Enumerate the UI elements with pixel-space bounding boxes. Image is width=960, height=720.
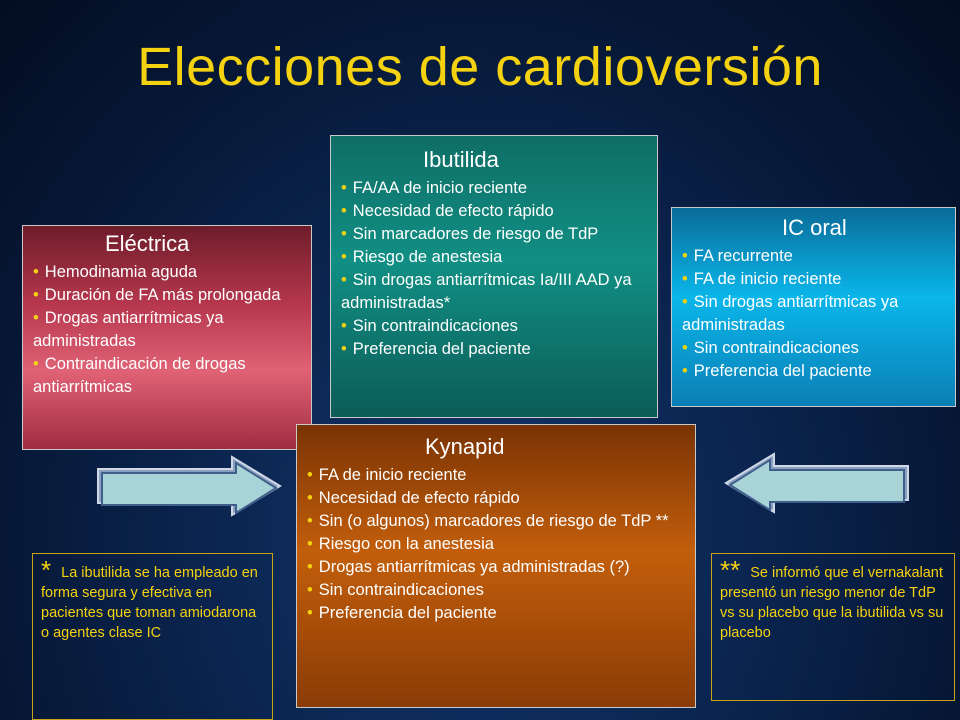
bullet-icon: • bbox=[341, 248, 347, 266]
ibutilida-list bbox=[341, 177, 647, 361]
list-item: • Sin marcadores de riesgo de TdP bbox=[341, 225, 599, 243]
list-item: • Drogas antiarrítmicas ya administradas bbox=[33, 309, 224, 350]
bullet-icon: • bbox=[33, 286, 39, 304]
right-arrow-icon bbox=[94, 455, 284, 517]
footnote-text: Se informó que el vernakalant presentó un riesgo menor de TdP vs su placebo que la ibutilida vs su placebo bbox=[720, 565, 944, 641]
bullet-icon: • bbox=[682, 293, 688, 311]
list-item: • Preferencia del paciente bbox=[682, 362, 872, 380]
bullet-icon: • bbox=[682, 339, 688, 357]
footnote-ibutilida bbox=[32, 553, 273, 720]
list-item: • FA de inicio reciente bbox=[682, 270, 842, 288]
list-item: • Necesidad de efecto rápido bbox=[307, 489, 520, 507]
bullet-icon: • bbox=[341, 317, 347, 335]
list-item: • Preferencia del paciente bbox=[307, 604, 497, 622]
kynapid-box bbox=[296, 424, 696, 708]
bullet-icon: • bbox=[682, 247, 688, 265]
list-item: • Sin contraindicaciones bbox=[341, 317, 518, 335]
list-item: • FA recurrente bbox=[682, 247, 793, 265]
footnote-text: La ibutilida se ha empleado en forma segura y efectiva en pacientes que toman amiodarona o agentes clase IC bbox=[41, 565, 258, 641]
list-item: • Riesgo de anestesia bbox=[341, 248, 503, 266]
bullet-icon: • bbox=[33, 309, 39, 327]
bullet-icon: • bbox=[307, 604, 313, 622]
ic-oral-box bbox=[671, 207, 956, 407]
list-item: • Sin drogas antiarrítmicas Ia/III AAD ya administradas* bbox=[341, 271, 632, 312]
bullet-icon: • bbox=[307, 489, 313, 507]
ic-oral-heading: IC oral bbox=[782, 215, 847, 240]
list-item: • Necesidad de efecto rápido bbox=[341, 202, 554, 220]
electrica-list bbox=[33, 261, 301, 399]
kynapid-heading: Kynapid bbox=[425, 434, 505, 459]
bullet-icon: • bbox=[307, 535, 313, 553]
list-item: • Preferencia del paciente bbox=[341, 340, 531, 358]
list-item: • Riesgo con la anestesia bbox=[307, 535, 494, 553]
bullet-icon: • bbox=[341, 179, 347, 197]
list-item: • Hemodinamia aguda bbox=[33, 263, 198, 281]
list-item: • FA/AA de inicio reciente bbox=[341, 179, 528, 197]
bullet-icon: • bbox=[341, 225, 347, 243]
bullet-icon: • bbox=[307, 466, 313, 484]
list-item: • Sin contraindicaciones bbox=[682, 339, 859, 357]
bullet-icon: • bbox=[341, 202, 347, 220]
ibutilida-box bbox=[330, 135, 658, 418]
page-title: Elecciones de cardioversión bbox=[137, 37, 823, 97]
kynapid-list bbox=[307, 464, 685, 625]
footnote-mark: ** bbox=[720, 555, 741, 585]
electrica-heading: Eléctrica bbox=[105, 231, 190, 256]
bullet-icon: • bbox=[682, 362, 688, 380]
list-item: • FA de inicio reciente bbox=[307, 466, 467, 484]
bullet-icon: • bbox=[307, 558, 313, 576]
bullet-icon: • bbox=[341, 271, 347, 289]
bullet-icon: • bbox=[307, 581, 313, 599]
bullet-icon: • bbox=[33, 263, 39, 281]
list-item: • Duración de FA más prolongada bbox=[33, 286, 281, 304]
bullet-icon: • bbox=[341, 340, 347, 358]
ic-oral-list bbox=[682, 245, 945, 383]
bullet-icon: • bbox=[307, 512, 313, 530]
footnote-vernakalant bbox=[711, 553, 955, 701]
list-item: • Sin (o algunos) marcadores de riesgo de TdP ** bbox=[307, 512, 669, 530]
footnote-mark: * bbox=[41, 555, 52, 585]
list-item: • Sin drogas antiarrítmicas ya administradas bbox=[682, 293, 899, 334]
list-item: • Drogas antiarrítmicas ya administradas (?) bbox=[307, 558, 630, 576]
electrica-box bbox=[22, 225, 312, 450]
list-item: • Sin contraindicaciones bbox=[307, 581, 484, 599]
bullet-icon: • bbox=[33, 355, 39, 373]
bullet-icon: • bbox=[682, 270, 688, 288]
ibutilida-heading: Ibutilida bbox=[423, 147, 499, 172]
list-item: • Contraindicación de drogas antiarrítmicas bbox=[33, 355, 246, 396]
left-arrow-icon bbox=[722, 452, 912, 514]
